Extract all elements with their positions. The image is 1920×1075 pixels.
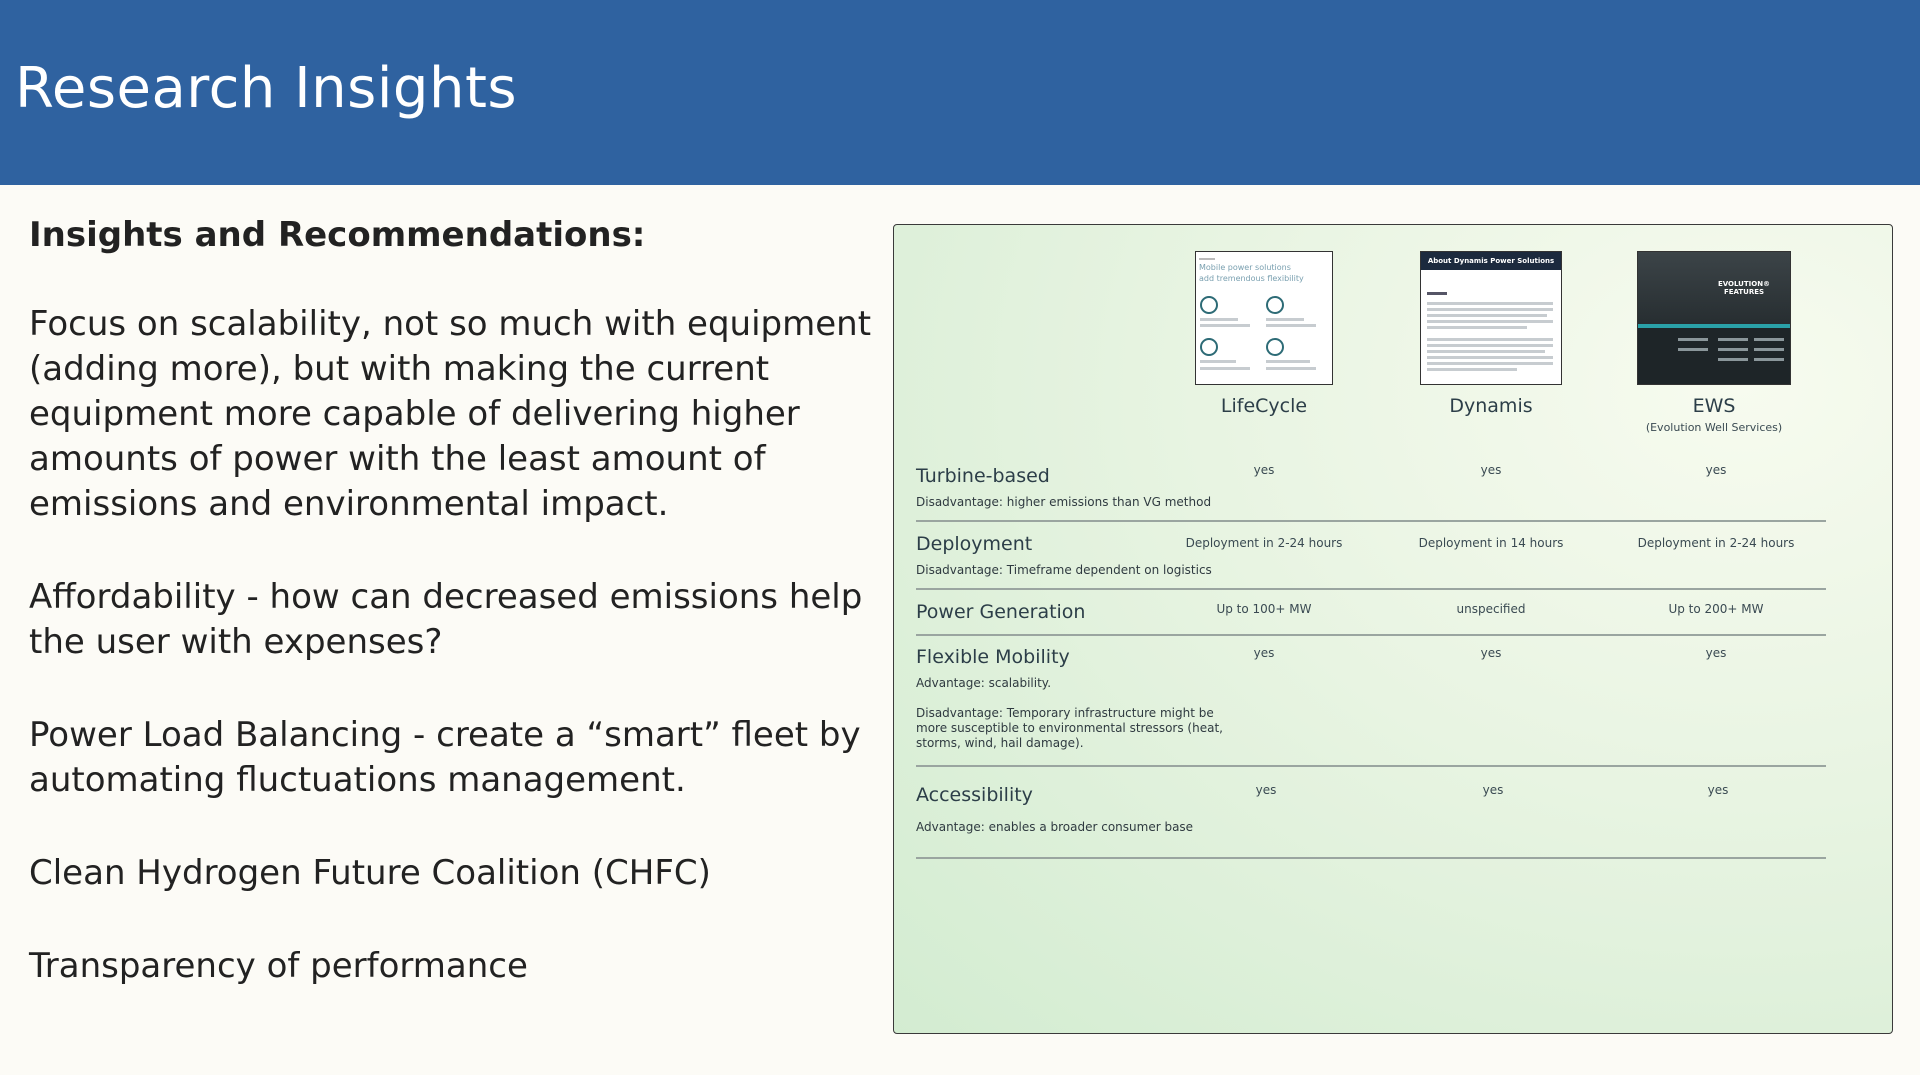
row-divider xyxy=(916,857,1826,859)
company-subtitle: (Evolution Well Services) xyxy=(1645,421,1783,434)
cell-lifecycle: yes xyxy=(1253,646,1275,660)
row-divider xyxy=(916,765,1826,767)
thumb-line xyxy=(1200,360,1236,363)
dynamis-thumbnail xyxy=(1420,251,1562,385)
cell-lifecycle: Up to 100+ MW xyxy=(1216,602,1312,616)
cell-ews: yes xyxy=(1707,783,1729,797)
company-name: EWS xyxy=(1692,395,1736,417)
thumb-line xyxy=(1266,318,1304,321)
rocket-icon xyxy=(1200,296,1218,314)
row-title-deployment: Deployment xyxy=(916,533,1033,555)
thumb-line xyxy=(1427,292,1447,295)
ews-thumb-header: EVOLUTION® FEATURES xyxy=(1717,280,1771,296)
scale-icon xyxy=(1266,338,1284,356)
thumb-line xyxy=(1427,302,1553,305)
insight-transparency: Transparency of performance xyxy=(29,946,528,986)
thumb-line xyxy=(1427,320,1553,323)
thumb-rule xyxy=(1199,258,1215,260)
thumb-line xyxy=(1754,348,1784,351)
leaf-icon xyxy=(1200,338,1218,356)
slide-header xyxy=(0,0,1920,185)
cell-dynamis: unspecified xyxy=(1456,602,1526,616)
thumb-line xyxy=(1266,367,1316,370)
lifecycle-thumb-line2: add tremendous flexibility xyxy=(1199,274,1304,283)
cell-lifecycle: yes xyxy=(1255,783,1277,797)
row-note: Advantage: enables a broader consumer base xyxy=(916,820,1194,834)
thumb-line xyxy=(1200,367,1250,370)
thumb-line xyxy=(1754,338,1784,341)
lifecycle-thumbnail xyxy=(1195,251,1333,385)
insights-heading: Insights and Recommendations: xyxy=(29,215,646,255)
cell-dynamis: yes xyxy=(1480,646,1502,660)
company-ews xyxy=(1614,251,1814,434)
thumb-line xyxy=(1427,344,1553,347)
thumb-line xyxy=(1678,348,1708,351)
thumb-line xyxy=(1200,324,1250,327)
thumb-line xyxy=(1427,308,1553,311)
thumb-line xyxy=(1427,356,1553,359)
thumb-line xyxy=(1266,360,1310,363)
cell-dynamis: yes xyxy=(1482,783,1504,797)
row-note: Disadvantage: Timeframe dependent on logistics xyxy=(916,563,1212,577)
row-title-power-generation: Power Generation xyxy=(916,601,1086,623)
company-name: Dynamis xyxy=(1449,395,1533,417)
row-note: Disadvantage: Temporary infrastructure might be more susceptible to environmental stressors (heat, storms, wind, hail damage). xyxy=(916,706,1223,750)
cell-dynamis: Deployment in 14 hours xyxy=(1418,536,1564,550)
insight-scalability: Focus on scalability, not so much with equipment (adding more), but with making the current equipment more capable of delivering higher amounts of power with the least amount of emissions and environmental impact. xyxy=(29,304,872,524)
thumb-line xyxy=(1427,314,1547,317)
cell-ews: yes xyxy=(1705,463,1727,477)
thumb-line xyxy=(1427,362,1553,365)
company-dynamis xyxy=(1391,251,1591,417)
insight-load-balancing: Power Load Balancing - create a “smart” fleet by automating fluctuations management. xyxy=(29,715,861,800)
thumb-line xyxy=(1200,318,1238,321)
thumb-line xyxy=(1718,358,1748,361)
thumb-line xyxy=(1427,326,1527,329)
thumb-line xyxy=(1427,368,1517,371)
row-title-turbine: Turbine-based xyxy=(916,465,1050,487)
insight-chfc: Clean Hydrogen Future Coalition (CHFC) xyxy=(29,853,711,893)
cell-ews: Up to 200+ MW xyxy=(1668,602,1764,616)
row-title-flexible-mobility: Flexible Mobility xyxy=(916,646,1070,668)
thumb-line xyxy=(1718,338,1748,341)
ews-thumbnail xyxy=(1637,251,1791,385)
row-divider xyxy=(916,520,1826,522)
cell-lifecycle: Deployment in 2-24 hours xyxy=(1185,536,1343,550)
company-name: LifeCycle xyxy=(1220,395,1308,417)
thumb-line xyxy=(1266,324,1316,327)
cell-ews: Deployment in 2-24 hours xyxy=(1637,536,1795,550)
row-divider xyxy=(916,588,1826,590)
comparison-table-image xyxy=(893,224,1893,1034)
row-note: Disadvantage: higher emissions than VG method xyxy=(916,495,1212,509)
thumb-line xyxy=(1427,338,1553,341)
dynamis-thumb-header: About Dynamis Power Solutions xyxy=(1421,252,1561,270)
row-note: Advantage: scalability. xyxy=(916,676,1052,690)
cell-ews: yes xyxy=(1705,646,1727,660)
thumb-line xyxy=(1427,350,1545,353)
company-lifecycle xyxy=(1164,251,1364,417)
page-title: Research Insights xyxy=(15,56,518,121)
insights-section xyxy=(29,212,879,1037)
thumb-line xyxy=(1678,338,1708,341)
row-divider xyxy=(916,634,1826,636)
cell-dynamis: yes xyxy=(1480,463,1502,477)
lifecycle-thumb-line1: Mobile power solutions xyxy=(1199,263,1291,272)
ews-thumb-accent xyxy=(1638,324,1790,328)
row-title-accessibility: Accessibility xyxy=(916,784,1033,806)
insight-affordability: Affordability - how can decreased emissions help the user with expenses? xyxy=(29,577,863,662)
thumb-line xyxy=(1754,358,1784,361)
fuel-icon xyxy=(1266,296,1284,314)
cell-lifecycle: yes xyxy=(1253,463,1275,477)
thumb-line xyxy=(1718,348,1748,351)
